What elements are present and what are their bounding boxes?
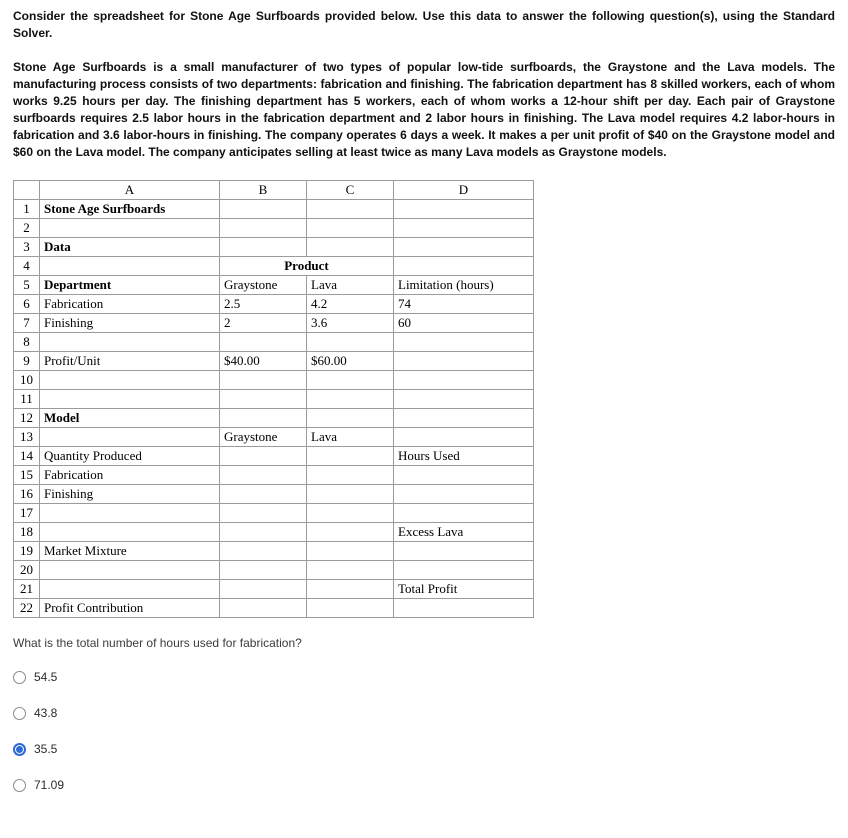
sheet-cell xyxy=(394,257,534,276)
row-number: 7 xyxy=(14,314,40,333)
spreadsheet-table xyxy=(13,180,534,618)
sheet-cell xyxy=(394,352,534,371)
row-number: 20 xyxy=(14,561,40,580)
sheet-row xyxy=(14,314,534,333)
sheet-cell xyxy=(220,447,307,466)
sheet-cell: Data xyxy=(40,238,220,257)
sheet-cell xyxy=(394,599,534,618)
sheet-row xyxy=(14,390,534,409)
sheet-cell: Department xyxy=(40,276,220,295)
sheet-row xyxy=(14,485,534,504)
row-number: 11 xyxy=(14,390,40,409)
row-number: 10 xyxy=(14,371,40,390)
row-number: 22 xyxy=(14,599,40,618)
row-number: 6 xyxy=(14,295,40,314)
sheet-cell: 2 xyxy=(220,314,307,333)
sheet-row xyxy=(14,504,534,523)
sheet-cell xyxy=(220,466,307,485)
sheet-row xyxy=(14,333,534,352)
sheet-cell: Fabrication xyxy=(40,466,220,485)
sheet-row xyxy=(14,599,534,618)
sheet-cell xyxy=(220,599,307,618)
sheet-cell xyxy=(307,333,394,352)
sheet-row xyxy=(14,523,534,542)
sheet-row xyxy=(14,447,534,466)
sheet-cell xyxy=(394,542,534,561)
row-number: 19 xyxy=(14,542,40,561)
row-number: 17 xyxy=(14,504,40,523)
option-label: 71.09 xyxy=(34,778,65,793)
answer-option[interactable] xyxy=(13,706,835,720)
sheet-cell xyxy=(307,390,394,409)
row-number: 3 xyxy=(14,238,40,257)
sheet-cell: Graystone xyxy=(220,428,307,447)
sheet-row xyxy=(14,409,534,428)
sheet-cell xyxy=(220,542,307,561)
sheet-row xyxy=(14,428,534,447)
sheet-cell xyxy=(307,485,394,504)
sheet-cell: 2.5 xyxy=(220,295,307,314)
row-number: 12 xyxy=(14,409,40,428)
sheet-cell xyxy=(40,371,220,390)
sheet-row xyxy=(14,580,534,599)
sheet-cell xyxy=(307,504,394,523)
radio-button[interactable] xyxy=(13,671,26,684)
column-header-b: B xyxy=(220,181,307,200)
sheet-row xyxy=(14,371,534,390)
sheet-cell xyxy=(40,523,220,542)
sheet-row xyxy=(14,257,534,276)
sheet-cell xyxy=(394,390,534,409)
sheet-cell xyxy=(220,371,307,390)
sheet-cell xyxy=(220,200,307,219)
sheet-corner-cell xyxy=(14,181,40,200)
sheet-cell: Market Mixture xyxy=(40,542,220,561)
sheet-cell: Limitation (hours) xyxy=(394,276,534,295)
sheet-cell xyxy=(307,219,394,238)
column-header-c: C xyxy=(307,181,394,200)
sheet-cell xyxy=(394,466,534,485)
row-number: 14 xyxy=(14,447,40,466)
sheet-cell xyxy=(40,504,220,523)
sheet-cell: Quantity Produced xyxy=(40,447,220,466)
row-number: 2 xyxy=(14,219,40,238)
sheet-cell xyxy=(307,447,394,466)
column-header-a: A xyxy=(40,181,220,200)
sheet-cell xyxy=(307,409,394,428)
sheet-cell xyxy=(220,523,307,542)
sheet-cell xyxy=(307,466,394,485)
sheet-cell xyxy=(220,219,307,238)
sheet-cell xyxy=(220,390,307,409)
sheet-cell: Lava xyxy=(307,428,394,447)
sheet-cell xyxy=(40,219,220,238)
sheet-cell: Fabrication xyxy=(40,295,220,314)
row-number: 1 xyxy=(14,200,40,219)
sheet-cell xyxy=(307,371,394,390)
row-number: 16 xyxy=(14,485,40,504)
sheet-cell xyxy=(394,200,534,219)
sheet-cell xyxy=(40,390,220,409)
column-header-d: D xyxy=(394,181,534,200)
sheet-row xyxy=(14,238,534,257)
option-label: 35.5 xyxy=(34,742,58,757)
sheet-cell: 4.2 xyxy=(307,295,394,314)
sheet-cell xyxy=(394,219,534,238)
sheet-cell: Total Profit xyxy=(394,580,534,599)
sheet-cell: 60 xyxy=(394,314,534,333)
sheet-cell xyxy=(220,333,307,352)
row-number: 15 xyxy=(14,466,40,485)
sheet-cell xyxy=(220,504,307,523)
row-number: 9 xyxy=(14,352,40,371)
sheet-cell xyxy=(307,599,394,618)
sheet-cell xyxy=(394,504,534,523)
sheet-cell xyxy=(307,542,394,561)
sheet-cell xyxy=(394,561,534,580)
row-number: 21 xyxy=(14,580,40,599)
row-number: 18 xyxy=(14,523,40,542)
sheet-row xyxy=(14,466,534,485)
answer-options xyxy=(13,670,835,792)
sheet-cell: Graystone xyxy=(220,276,307,295)
sheet-cell xyxy=(40,428,220,447)
radio-button[interactable] xyxy=(13,707,26,720)
sheet-cell: Hours Used xyxy=(394,447,534,466)
option-label: 43.8 xyxy=(34,706,58,721)
question-text: What is the total number of hours used for fabrication? xyxy=(13,636,302,651)
sheet-cell xyxy=(394,238,534,257)
sheet-cell xyxy=(307,580,394,599)
sheet-row xyxy=(14,200,534,219)
sheet-cell: Model xyxy=(40,409,220,428)
sheet-cell: Profit Contribution xyxy=(40,599,220,618)
sheet-cell xyxy=(40,333,220,352)
row-number: 13 xyxy=(14,428,40,447)
sheet-cell xyxy=(220,409,307,428)
sheet-cell xyxy=(40,257,220,276)
sheet-row xyxy=(14,219,534,238)
question-intro: Consider the spreadsheet for Stone Age Surfboards provided below. Use this data to answer the following question(s), using the Standard Solver. xyxy=(13,9,835,41)
sheet-cell xyxy=(307,238,394,257)
sheet-cell: Excess Lava xyxy=(394,523,534,542)
option-label: 54.5 xyxy=(34,670,58,685)
sheet-cell xyxy=(307,561,394,580)
sheet-cell xyxy=(220,580,307,599)
answer-option[interactable] xyxy=(13,778,835,792)
row-number: 5 xyxy=(14,276,40,295)
sheet-cell xyxy=(220,561,307,580)
sheet-cell xyxy=(40,561,220,580)
sheet-cell: $60.00 xyxy=(307,352,394,371)
sheet-row xyxy=(14,276,534,295)
radio-button-selected[interactable] xyxy=(13,743,26,756)
sheet-cell: 74 xyxy=(394,295,534,314)
answer-option[interactable] xyxy=(13,670,835,684)
row-number: 8 xyxy=(14,333,40,352)
sheet-cell: Profit/Unit xyxy=(40,352,220,371)
sheet-cell: Product xyxy=(220,257,394,276)
sheet-cell: Stone Age Surfboards xyxy=(40,200,220,219)
sheet-row xyxy=(14,295,534,314)
sheet-cell xyxy=(394,371,534,390)
sheet-row xyxy=(14,352,534,371)
sheet-cell xyxy=(394,485,534,504)
sheet-cell xyxy=(307,523,394,542)
sheet-cell xyxy=(220,238,307,257)
sheet-row xyxy=(14,561,534,580)
sheet-cell xyxy=(394,409,534,428)
radio-button[interactable] xyxy=(13,779,26,792)
row-number: 4 xyxy=(14,257,40,276)
sheet-cell xyxy=(394,333,534,352)
sheet-cell: Finishing xyxy=(40,314,220,333)
sheet-cell: Lava xyxy=(307,276,394,295)
answer-option[interactable] xyxy=(13,742,835,756)
sheet-cell xyxy=(307,200,394,219)
sheet-cell: Finishing xyxy=(40,485,220,504)
sheet-cell: $40.00 xyxy=(220,352,307,371)
sheet-row xyxy=(14,542,534,561)
sheet-cell xyxy=(40,580,220,599)
sheet-cell xyxy=(394,428,534,447)
sheet-header-row xyxy=(14,181,534,200)
sheet-cell: 3.6 xyxy=(307,314,394,333)
scenario-text: Stone Age Surfboards is a small manufacturer of two types of popular low-tide surfboards, the Graystone and the Lava models. The manufacturing process consists of two departments: fabrication and finishing. The fabrication department has 8 skilled workers, each of whom works 9.25 hours per day. The finishing department has 5 workers, each of whom works a 12-hour shift per day. Each pair of Graystone surfboards requires 2.5 labor hours in the fabrication department and 2 labor hours in finishing. The Lava model requires 4.2 labor-hours in fabrication and 3.6 labor-hours in finishing. The company operates 6 days a week. It makes a per unit profit of $40 on the Graystone model and $60 on the Lava model. The company anticipates selling at least twice as many Lava models as Graystone models. xyxy=(13,60,835,160)
sheet-cell xyxy=(220,485,307,504)
